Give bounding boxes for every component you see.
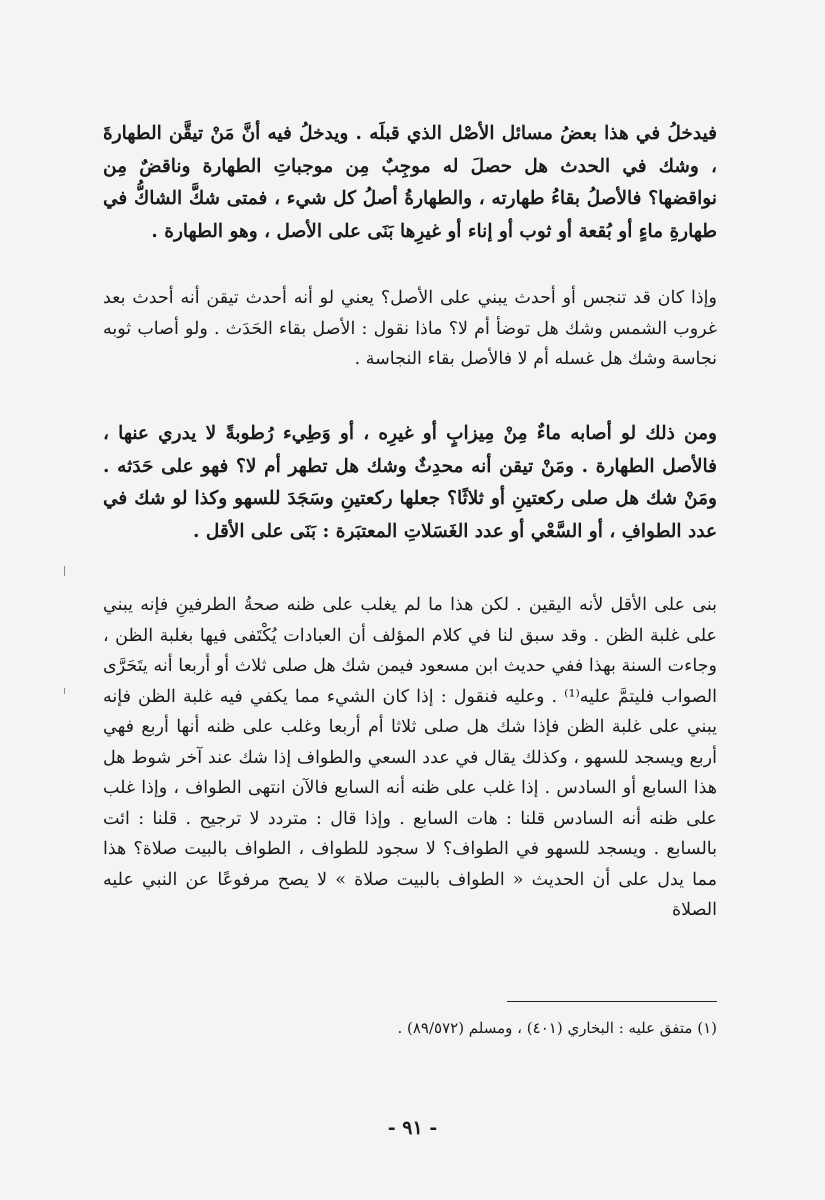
margin-scan-mark (64, 688, 65, 694)
footnote: (١) متفق عليه : البخاري (٤٠١) ، ومسلم (٨٩/٥٧٢) . (397, 1019, 717, 1037)
paragraph-3: ومن ذلك لو أصابه ماءٌ مِنْ مِيزابٍ أو غيرِه ، أو وَطِيء رُطوبةً لا يدري عنها ، فالأصل الطهارة . ومَنْ تيقن أنه محدِثٌ وشك هل تطهر أم لا؟ فهو على حَدَثه . ومَنْ شك هل صلى ركعتينِ أو ثلاثًا؟ جعلها ركعتينِ وسَجَدَ للسهو وكذا لو شك في عدد الطوافِ ، أو السَّعْي أو عدد الغَسَلاتِ المعتبَرة : بَنَى على الأقل . (103, 423, 717, 542)
margin-scan-mark (64, 566, 65, 576)
paragraph-1: فيدخلُ في هذا بعضُ مسائل الأصْل الذي قبلَه . ويدخلُ فيه أنَّ مَنْ تيقَّن الطهارةَ ، وشك في الحدث هل حصلَ له موجِبٌ مِن موجباتِ الطهارة وناقضٌ مِن نواقضها؟ فالأصلُ بقاءُ طهارته ، والطهارةُ أصلُ كل شيء ، فمتى شكَّ الشاكُّ في طهارةِ ماءٍ أو بُقعة أو ثوب أو إناء أو غيرِها بَنَى على الأصل ، وهو الطهارة . (103, 123, 717, 242)
paragraph-2: وإذا كان قد تنجس أو أحدث يبني على الأصل؟ يعني لو أنه أحدث تيقن أنه أحدث بعد غروب الشمس وشك هل توضأ أم لا؟ ماذا نقول : الأصل بقاء الحَدَث . ولو أصاب ثوبه نجاسة وشك هل غسله أم لا فالأصل بقاء النجاسة . (103, 288, 717, 369)
footnote-separator (507, 1001, 717, 1002)
paragraph-4: بنى على الأقل لأنه اليقين . لكن هذا ما لم يغلب على ظنه صحةُ الطرفينِ فإنه يبني على غلبة الظن . وقد سبق لنا في كلام المؤلف أن العبادات يُكْتَفى فيها بغلبة الظن ، وجاءت السنة بهذا ففي حديث ابن مسعود فيمن شك هل صلى ثلاث أو أربعا أنه يتَحَرَّى الصواب فليتمَّ عليه⁽¹⁾ . وعليه فنقول : إذا كان الشيء مما يكفي فيه غلبة الظن فإنه يبني على غلبة الظن فإذا شك هل صلى ثلاثا أم أربعا وغلب على ظنه أنها أربع فهي أربع ويسجد للسهو ، وكذلك يقال في عدد السعي والطواف إذا شك عند آخر شوط هل هذا السابع أو السادس . إذا غلب على ظنه أنه السابع فالآن انتهى الطواف ، وإذا غلب على ظنه أنه السادس قلنا : هات السابع . وإذا قال : متردد لا ترجيح . قلنا : ائت بالسابع . ويسجد للسهو في الطواف؟ لا سجود للطواف ، الطواف بالبيت صلاة؟ هذا مما يدل على أن الحديث « الطواف بالبيت صلاة » لا يصح مرفوعًا عن النبي عليه الصلاة (103, 595, 717, 920)
page-number: - ٩١ - (387, 1117, 438, 1139)
